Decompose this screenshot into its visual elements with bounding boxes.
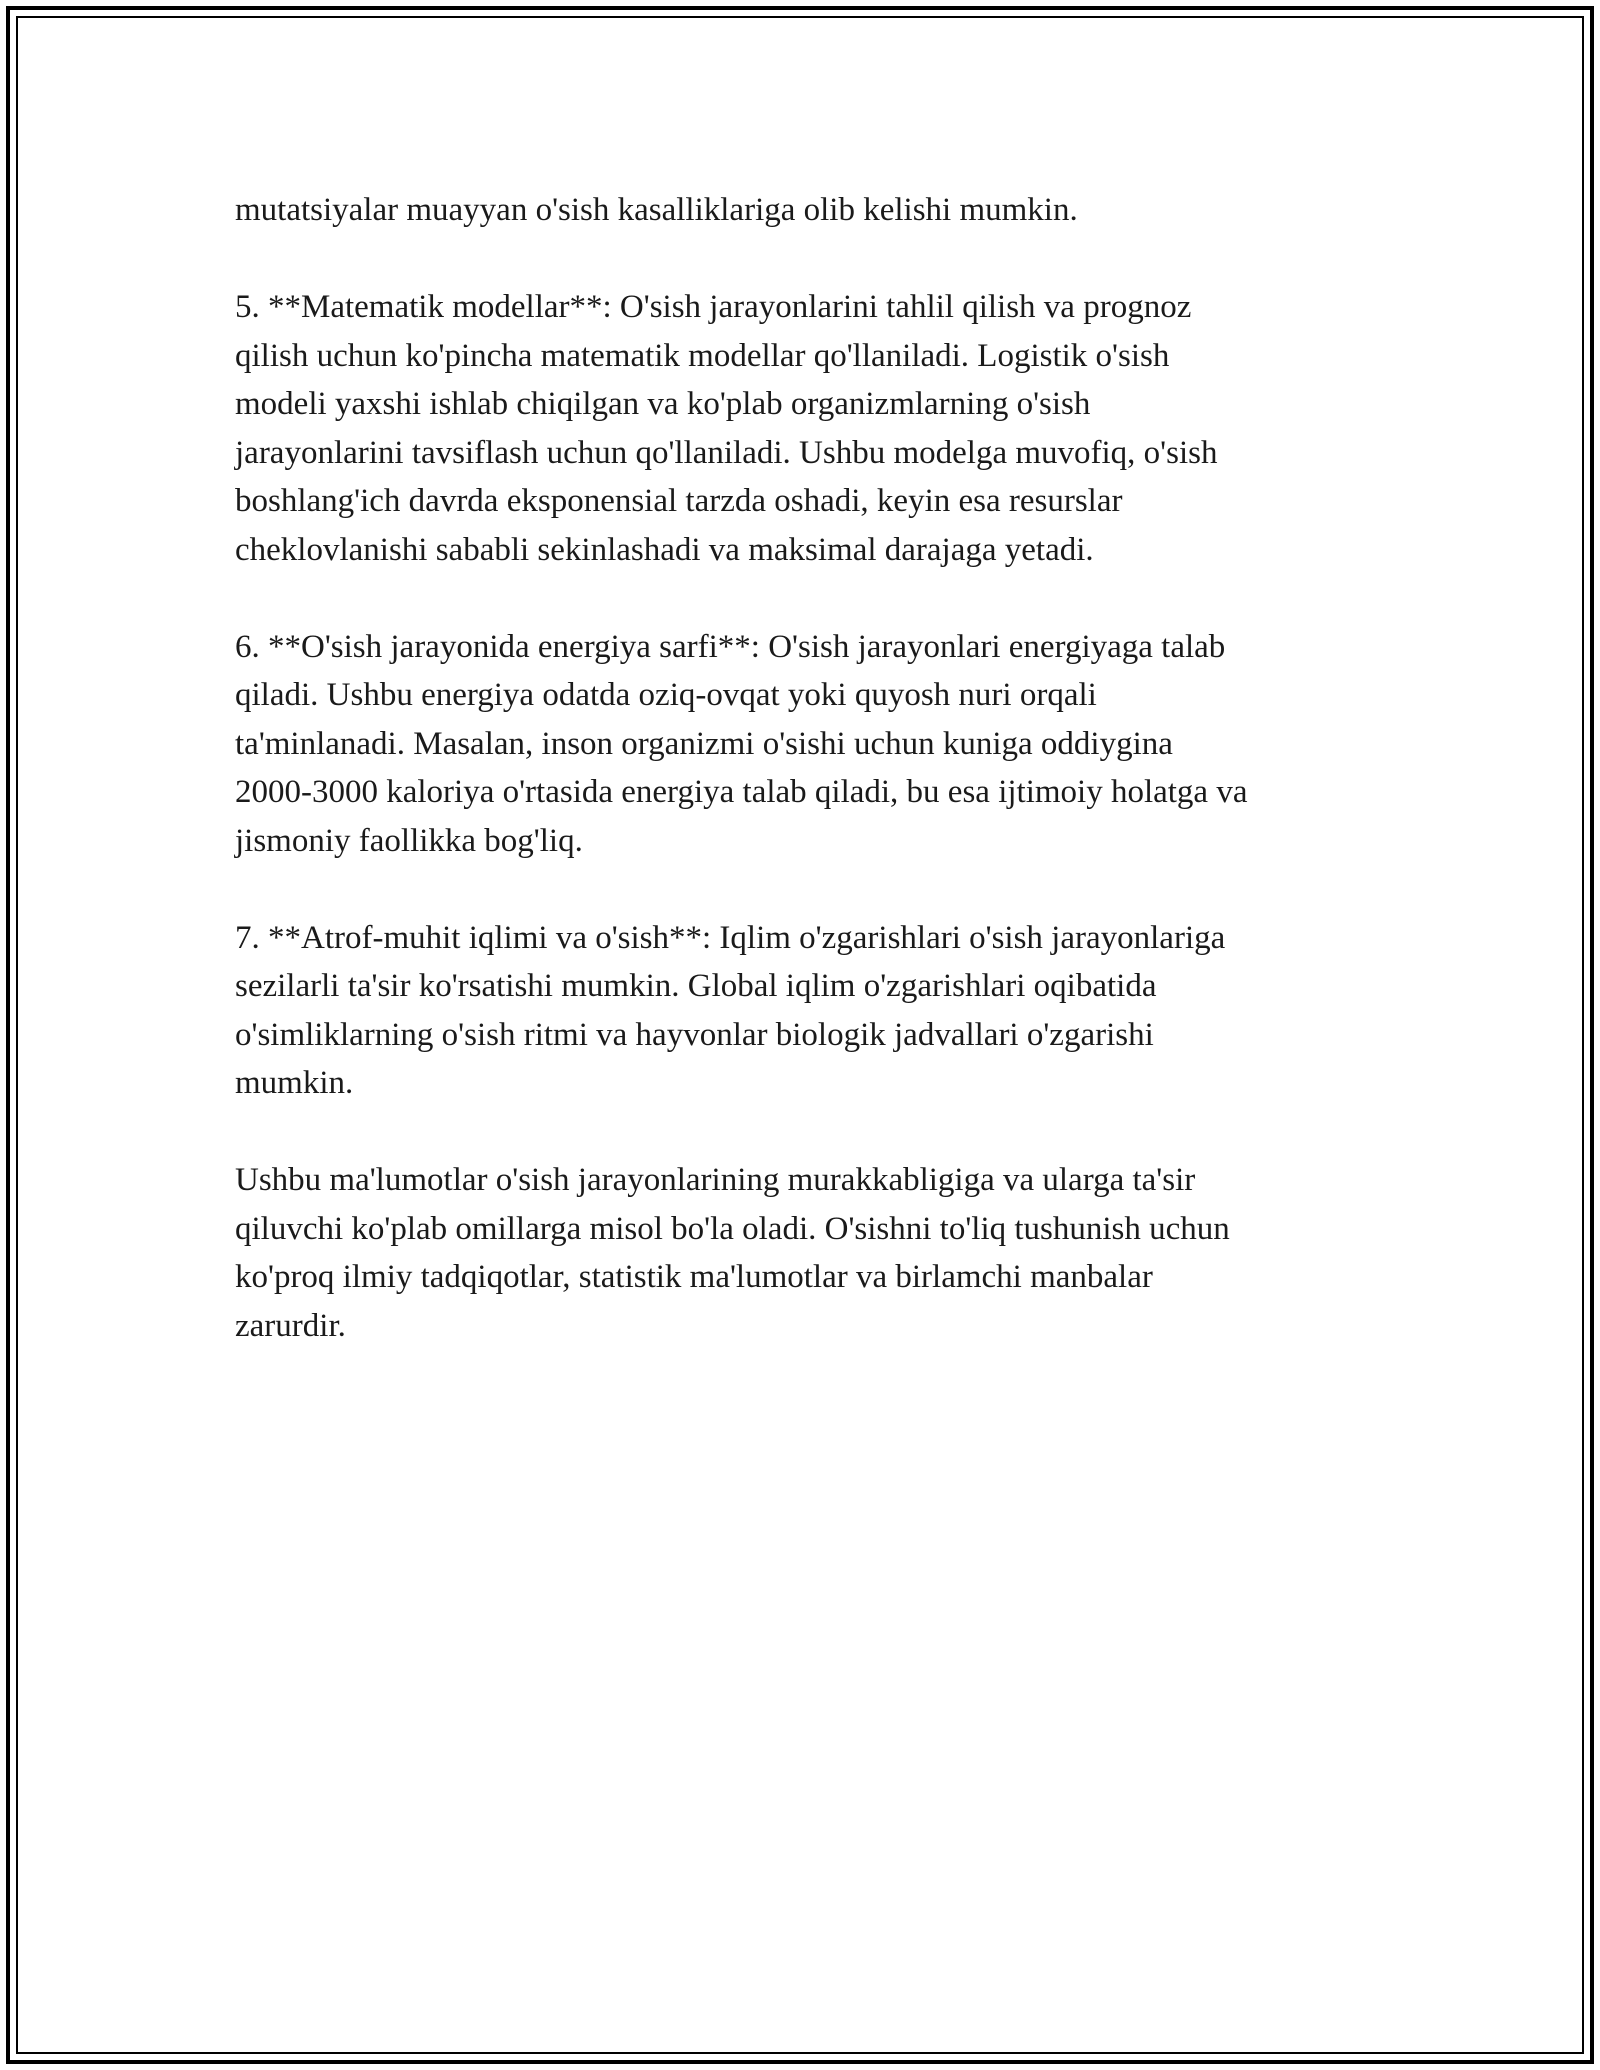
paragraph-mutations-continuation [235, 186, 1385, 235]
text-line: mumkin. [235, 1065, 354, 1101]
paragraph-conclusion [235, 1156, 1385, 1350]
paragraph-energy-consumption [235, 623, 1385, 866]
text-line: 7. **Atrof-muhit iqlimi va o'sish**: Iqlim o'zgarishlari o'sish jarayonlariga [235, 919, 1226, 956]
text-line: mutatsiyalar muayyan o'sish kasalliklariga olib kelishi mumkin. [235, 192, 1078, 228]
paragraph-mathematical-models [235, 283, 1385, 574]
document-body [235, 186, 1385, 1399]
text-line: jismoniy faollikka bog'liq. [235, 822, 583, 859]
text-line: zarurdir. [235, 1307, 346, 1344]
text-line: qilish uchun ko'pincha matematik modellar qo'llaniladi. Logistik o'sish [235, 337, 1170, 374]
paragraph-climate-and-growth [235, 914, 1385, 1108]
text-line: qiladi. Ushbu energiya odatda oziq-ovqat yoki quyosh nuri orqali [235, 677, 1097, 713]
text-line: qiluvchi ko'plab omillarga misol bo'la oladi. O'sishni to'liq tushunish uchun [235, 1210, 1230, 1247]
text-line: 6. **O'sish jarayonida energiya sarfi**: O'sish jarayonlari energiyaga talab [235, 628, 1226, 665]
text-line: boshlang'ich davrda eksponensial tarzda oshadi, keyin esa resurslar [235, 483, 1123, 519]
text-line: sezilarli ta'sir ko'rsatishi mumkin. Global iqlim o'zgarishlari oqibatida [235, 968, 1157, 1004]
text-line: modeli yaxshi ishlab chiqilgan va ko'plab organizmlarning o'sish [235, 386, 1091, 422]
text-line: o'simliklarning o'sish ritmi va hayvonlar biologik jadvallari o'zgarishi [235, 1016, 1154, 1053]
text-line: 5. **Matematik modellar**: O'sish jarayonlarini tahlil qilish va prognoz [235, 289, 1192, 325]
text-line: ko'proq ilmiy tadqiqotlar, statistik ma'lumotlar va birlamchi manbalar [235, 1259, 1153, 1295]
text-line: Ushbu ma'lumotlar o'sish jarayonlarining murakkabligiga va ularga ta'sir [235, 1162, 1196, 1198]
text-line: cheklovlanishi sababli sekinlashadi va maksimal darajaga yetadi. [235, 531, 1094, 568]
text-line: ta'minlanadi. Masalan, inson organizmi o'sishi uchun kuniga oddiygina [235, 725, 1173, 762]
text-line: jarayonlarini tavsiflash uchun qo'llaniladi. Ushbu modelga muvofiq, o'sish [235, 434, 1218, 471]
text-line: 2000-3000 kaloriya o'rtasida energiya talab qiladi, bu esa ijtimoiy holatga va [235, 774, 1248, 810]
